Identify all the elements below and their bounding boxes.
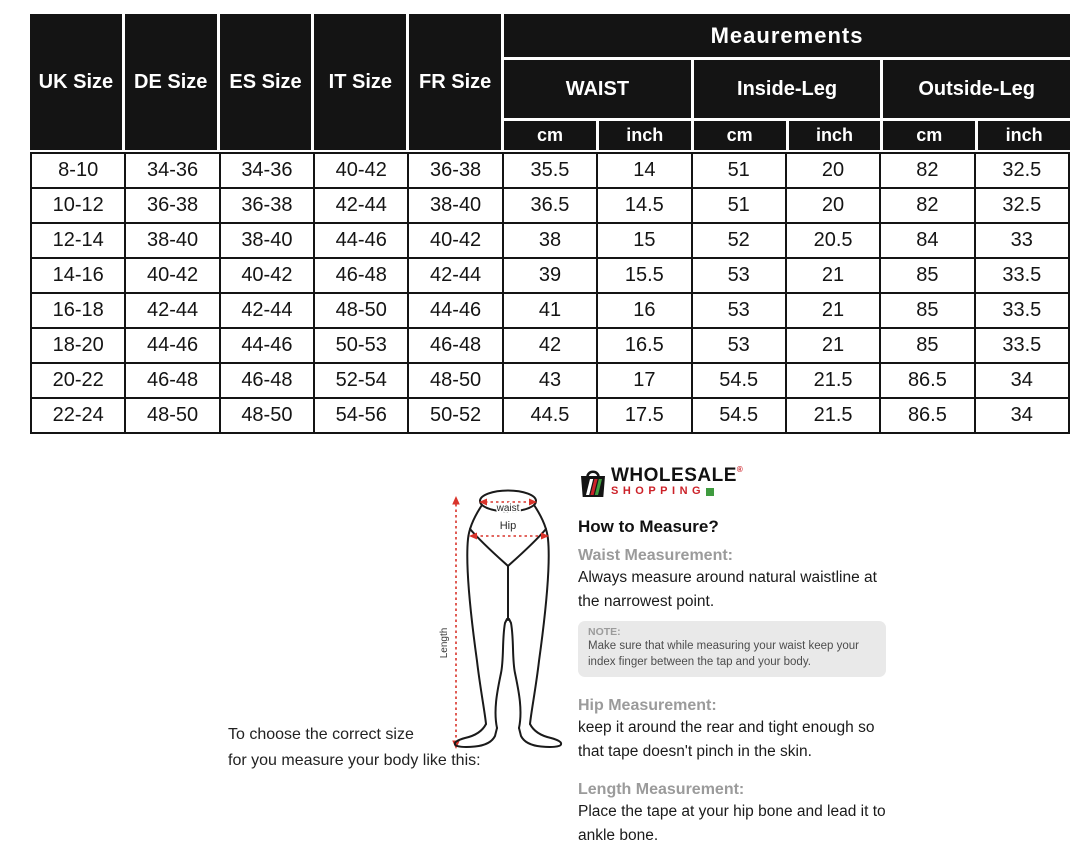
table-cell: 33 [975, 223, 1069, 258]
choose-size-caption [228, 722, 481, 774]
size-conversion-table [30, 14, 1070, 434]
table-row [31, 258, 1069, 293]
table-cell: 40-42 [314, 153, 408, 188]
waist-measurement-body: Always measure around natural waistline at the narrowest point. [578, 569, 877, 611]
table-row [31, 153, 1069, 188]
table-cell: 53 [692, 293, 786, 328]
table-cell: 54.5 [692, 363, 786, 398]
table-cell: 22-24 [31, 398, 125, 433]
table-cell: 36-38 [408, 153, 502, 188]
table-body [30, 152, 1070, 434]
hip-label: Hip [499, 520, 517, 532]
unit-header-waist-cm: cm [504, 121, 596, 150]
column-header-de-size: DE Size [125, 14, 217, 150]
table-cell: 44.5 [503, 398, 597, 433]
size-table-body [31, 153, 1069, 433]
table-cell: 51 [692, 188, 786, 223]
column-header-fr-size: FR Size [409, 14, 501, 150]
table-cell: 53 [692, 258, 786, 293]
table-cell: 38 [503, 223, 597, 258]
table-cell: 18-20 [31, 328, 125, 363]
table-cell: 21 [786, 258, 880, 293]
group-header-inside-leg: Inside-Leg [694, 60, 881, 118]
table-cell: 8-10 [31, 153, 125, 188]
table-cell: 50-53 [314, 328, 408, 363]
column-header-es-size: ES Size [220, 14, 312, 150]
table-row [31, 363, 1069, 398]
table-cell: 50-52 [408, 398, 502, 433]
unit-header-outside-leg-cm: cm [883, 121, 975, 150]
table-cell: 85 [880, 328, 974, 363]
table-cell: 42-44 [220, 293, 314, 328]
table-cell: 14 [597, 153, 691, 188]
table-cell: 54-56 [314, 398, 408, 433]
table-cell: 85 [880, 258, 974, 293]
table-cell: 33.5 [975, 328, 1069, 363]
waist-measurement-heading: Waist Measurement: [578, 547, 733, 564]
table-cell: 46-48 [220, 363, 314, 398]
table-cell: 44-46 [220, 328, 314, 363]
logo-wholesale-text: WHOLESALE [611, 465, 737, 486]
table-cell: 44-46 [125, 328, 219, 363]
table-cell: 51 [692, 153, 786, 188]
hip-measurement-heading: Hip Measurement: [578, 697, 717, 715]
table-cell: 36.5 [503, 188, 597, 223]
waist-label: waist [496, 503, 520, 514]
table-cell: 34-36 [220, 153, 314, 188]
group-header-waist: WAIST [504, 60, 691, 118]
table-cell: 10-12 [31, 188, 125, 223]
wholesale-shopping-logo [578, 466, 890, 508]
table-cell: 38-40 [125, 223, 219, 258]
table-cell: 32.5 [975, 188, 1069, 223]
table-cell: 38-40 [408, 188, 502, 223]
table-cell: 21 [786, 328, 880, 363]
table-cell: 14.5 [597, 188, 691, 223]
how-to-measure-guide [578, 466, 890, 848]
how-to-measure-title: How to Measure? [578, 517, 719, 536]
column-header-it-size: IT Size [314, 14, 406, 150]
table-cell: 54.5 [692, 398, 786, 433]
table-cell: 86.5 [880, 363, 974, 398]
unit-header-inside-leg-inch: inch [789, 121, 881, 150]
shopping-bag-icon [578, 466, 608, 500]
table-header [30, 14, 1070, 150]
table-cell: 42 [503, 328, 597, 363]
table-cell: 53 [692, 328, 786, 363]
table-cell: 15 [597, 223, 691, 258]
table-cell: 48-50 [220, 398, 314, 433]
table-cell: 17.5 [597, 398, 691, 433]
table-cell: 40-42 [125, 258, 219, 293]
table-cell: 36-38 [125, 188, 219, 223]
table-cell: 82 [880, 188, 974, 223]
table-cell: 52-54 [314, 363, 408, 398]
table-cell: 40-42 [408, 223, 502, 258]
table-cell: 46-48 [314, 258, 408, 293]
length-measurement-heading: Length Measurement: [578, 781, 745, 799]
table-cell: 21 [786, 293, 880, 328]
hip-measurement-body: keep it around the rear and tight enough so that tape doesn't pinch in the skin. [578, 719, 875, 761]
logo-shopping-text: SHOPPING [611, 485, 706, 497]
table-cell: 15.5 [597, 258, 691, 293]
table-cell: 16-18 [31, 293, 125, 328]
table-cell: 32.5 [975, 153, 1069, 188]
table-row [31, 188, 1069, 223]
table-cell: 33.5 [975, 293, 1069, 328]
length-arrow [452, 496, 460, 749]
note-box [578, 621, 886, 677]
table-row [31, 328, 1069, 363]
table-cell: 35.5 [503, 153, 597, 188]
table-cell: 20 [786, 153, 880, 188]
logo-green-square [706, 488, 714, 496]
table-cell: 20 [786, 188, 880, 223]
unit-header-inside-leg-cm: cm [694, 121, 786, 150]
table-cell: 12-14 [31, 223, 125, 258]
table-cell: 38-40 [220, 223, 314, 258]
table-cell: 42-44 [125, 293, 219, 328]
table-cell: 34 [975, 363, 1069, 398]
table-cell: 20-22 [31, 363, 125, 398]
table-cell: 17 [597, 363, 691, 398]
table-cell: 40-42 [220, 258, 314, 293]
table-row [31, 223, 1069, 258]
table-cell: 52 [692, 223, 786, 258]
table-cell: 82 [880, 153, 974, 188]
registered-mark: ® [736, 465, 744, 474]
table-cell: 16.5 [597, 328, 691, 363]
table-cell: 34 [975, 398, 1069, 433]
table-cell: 44-46 [408, 293, 502, 328]
table-cell: 42-44 [314, 188, 408, 223]
unit-header-outside-leg-inch: inch [978, 121, 1070, 150]
table-cell: 86.5 [880, 398, 974, 433]
table-cell: 84 [880, 223, 974, 258]
table-cell: 36-38 [220, 188, 314, 223]
note-body: Make sure that while measuring your waist keep your index finger between the tap and your body. [588, 640, 860, 669]
table-cell: 42-44 [408, 258, 502, 293]
table-cell: 46-48 [125, 363, 219, 398]
table-row [31, 293, 1069, 328]
table-cell: 14-16 [31, 258, 125, 293]
length-measurement-body: Place the tape at your hip bone and lead it to ankle bone. [578, 803, 886, 845]
table-cell: 16 [597, 293, 691, 328]
table-cell: 21.5 [786, 363, 880, 398]
table-cell: 34-36 [125, 153, 219, 188]
group-header-outside-leg: Outside-Leg [883, 60, 1070, 118]
column-header-uk-size: UK Size [30, 14, 122, 150]
table-cell: 44-46 [314, 223, 408, 258]
note-label: NOTE: [588, 626, 621, 639]
table-cell: 41 [503, 293, 597, 328]
table-cell: 85 [880, 293, 974, 328]
table-cell: 39 [503, 258, 597, 293]
table-cell: 43 [503, 363, 597, 398]
table-cell: 33.5 [975, 258, 1069, 293]
table-cell: 46-48 [408, 328, 502, 363]
choose-size-caption-line1: To choose the correct size [228, 726, 414, 743]
table-cell: 48-50 [125, 398, 219, 433]
table-row [31, 398, 1069, 433]
table-cell: 48-50 [314, 293, 408, 328]
choose-size-caption-line2: for you measure your body like this: [228, 751, 481, 769]
table-cell: 20.5 [786, 223, 880, 258]
table-cell: 21.5 [786, 398, 880, 433]
measurements-header: Meaurements [504, 14, 1070, 57]
length-label: Length [439, 627, 450, 659]
unit-header-waist-inch: inch [599, 121, 691, 150]
table-cell: 48-50 [408, 363, 502, 398]
